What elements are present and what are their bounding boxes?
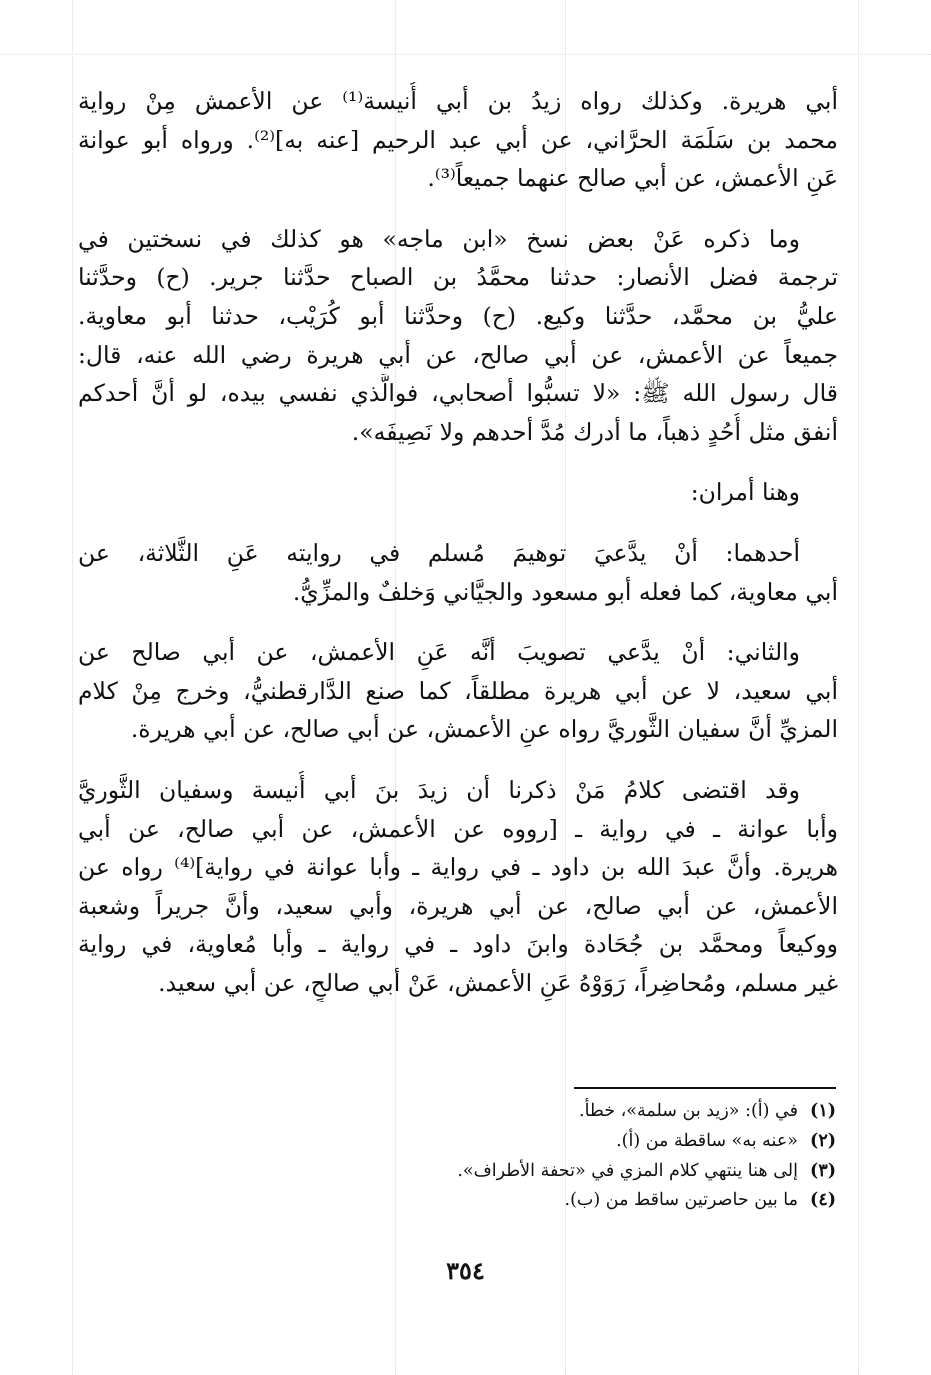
text-line: المزيِّ أنَّ سفيان الثَّوريَّ رواه عنِ الأعمش، عن أبي صالح، عن أبي هريرة. [130,715,838,744]
paragraph-1 [78,82,838,198]
footnote-text: إلى هنا ينتهي كلام المزي في «تحفة الأطراف». [457,1160,798,1181]
paragraph-2 [78,220,838,452]
text-line: وما ذكره عَنْ بعض نسخ «ابن ماجه» هو كذلك في نسختين في [78,224,800,253]
text-line: أبي هريرة. وكذلك رواه زيدُ بن أبي أُنيسة⁽¹⁾ عن الأعمش مِنْ رواية [78,87,838,115]
text-line: محمد بن سَلَمَة الحرَّاني، عن أبي عبد الرحيم [عنه به]⁽²⁾. ورواه أبو عوانة [78,125,838,154]
footnote [436,1186,836,1216]
footnotes [436,1097,836,1216]
text-line: جميعاً عن الأعمش، عن أبي صالح، عن أبي هريرة رضي الله عنه، قال: [78,340,838,369]
text-line: غير مسلم، ومُحاضِراً، رَوَوْهُ عَنِ الأعمش، عَنْ أبي صالحٍ، عن أبي سعيد. [158,968,838,997]
footnote [436,1127,836,1157]
paragraph-6 [78,771,838,1003]
text-line: أحدهما: أنْ يدَّعيَ توهيمَ مُسلم في روايته عَنِ الثَّلاثة، عن [78,538,800,567]
paragraph-4 [78,534,838,611]
paragraph-3 [78,473,838,512]
footnote-number: (١) [810,1101,836,1121]
paragraph-5 [78,633,838,749]
footnote-text: ما بين حاصرتين ساقط من (ب). [564,1190,798,1211]
text-line: أبي معاوية، كما فعله أبو مسعود والجيَّاني وَخلفٌ والمزِّيُّ. [292,577,838,606]
text-line: ووكيعاً ومحمَّد بن جُحَادة وابنَ داود ـ في رواية ـ وأبا مُعاوية، في رواية [78,930,838,959]
text-line: وقد اقتضى كلامُ مَنْ ذكرنا أن زيدَ بنَ أبي أُنيسة وسفيان الثَّوريَّ [78,775,800,804]
text-line: عليُّ بن محمَّد، حدَّثنا وكيع. (ح) وحدَّثنا أبو كُرَيْب، حدثنا أبو معاوية. [78,301,838,330]
text-line: هريرة. وأنَّ عبدَ الله بن داود ـ في رواية ـ وأبا عوانة في رواية]⁽⁴⁾ رواه عن [78,853,838,882]
footnote-number: (٢) [810,1130,836,1151]
text-line: وأبا عوانة ـ في رواية ـ [رووه عن الأعمش، عن أبي صالح، عن أبي [78,814,838,843]
text-line: أنفق مثل أُحُدٍ ذهباً، ما أدرك مُدَّ أحدهم ولا نَصِيفَه». [351,417,838,446]
scan-guide-line [0,54,931,55]
footnote-text: في (أ): «زيد بن سلمة»، خطأ. [579,1101,798,1121]
scan-guide-line [72,0,73,1375]
text-line: عَنِ الأعمش، عن أبي صالح عنهما جميعاً⁽³⁾. [427,164,838,193]
footnote [436,1157,836,1187]
text-line: قال رسول الله ﷺ: «لا تسبُّوا أصحابي، فوالَّذي نفسي بيده، لو أنَّ أحدكم [78,379,838,408]
text-line: وهنا أمران: [690,478,800,507]
footnote-number: (٣) [810,1160,836,1181]
scan-guide-line [858,0,859,1375]
text-line: الأعمش، عن أبي صالح، عن أبي هريرة، وأبي سعيد، وأنَّ جريراً وشعبة [78,891,838,920]
text-line: والثاني: أنْ يدَّعي تصويبَ أنَّه عَنِ الأعمش، عن أبي صالح عن [78,638,800,667]
footnote-number: (٤) [810,1190,836,1211]
footnote-separator [574,1087,836,1089]
page-body [78,82,838,1002]
page-number: ٣٥٤ [446,1256,485,1285]
text-line: ترجمة فضل الأنصار: حدثنا محمَّدُ بن الصباح حدَّثنا جرير. (ح) وحدَّثنا [78,263,838,292]
text-line: أبي سعيد، لا عن أبي هريرة مطلقاً، كما صنع الدَّارقطنيُّ، وخرج مِنْ كلام [78,676,838,705]
footnote-text: «عنه به» ساقطة من (أ). [616,1130,798,1151]
footnote [436,1097,836,1127]
